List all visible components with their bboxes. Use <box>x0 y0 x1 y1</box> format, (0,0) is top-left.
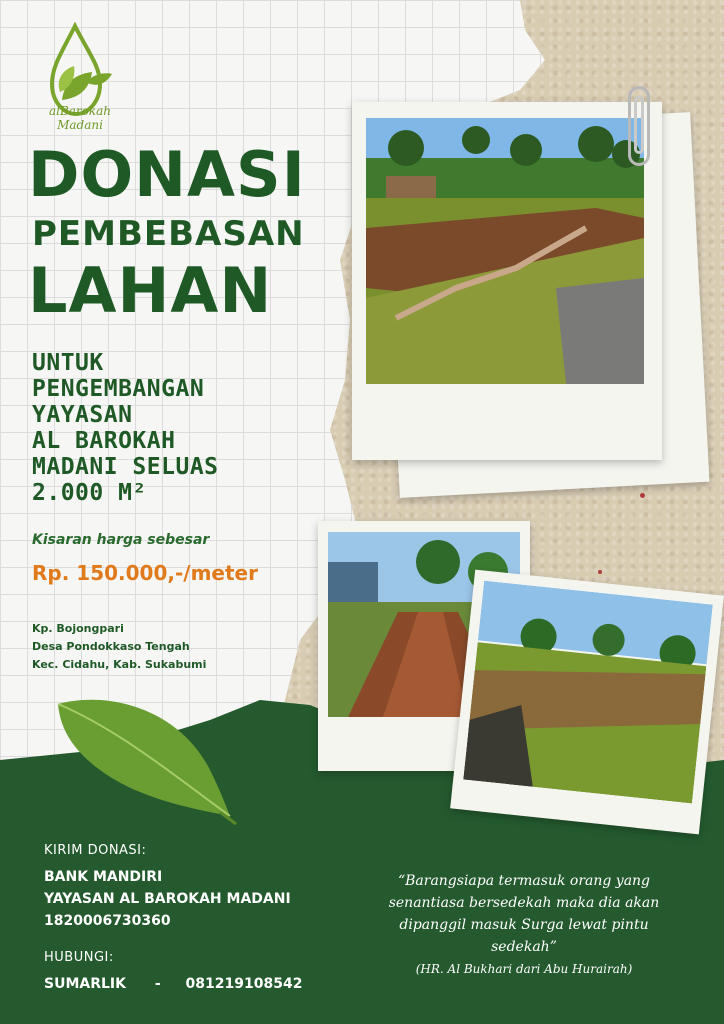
headline-lahan: LAHAN <box>28 254 273 327</box>
contact-phone: 081219108542 <box>185 976 303 992</box>
subtitle-line: UNTUK <box>32 350 104 376</box>
leaf-icon <box>50 690 240 830</box>
account-number: 1820006730360 <box>44 913 171 929</box>
contact-separator: - <box>154 976 161 992</box>
contact-heading: HUBUNGI: <box>44 950 114 965</box>
headline-donasi: DONASI <box>28 138 306 211</box>
contact-name: SUMARLIK <box>44 976 126 992</box>
bank-name: BANK MANDIRI <box>44 869 163 885</box>
address-line: Desa Pondokkaso Tengah <box>32 640 190 653</box>
hadith-source: (HR. Al Bukhari dari Abu Hurairah) <box>415 962 633 976</box>
account-name: YAYASAN AL BAROKAH MADANI <box>44 891 291 907</box>
decor-dot <box>598 570 602 574</box>
headline-pembebasan: PEMBEBASAN <box>32 214 305 254</box>
hadith-quote: “Barangsiapa termasuk orang yang senantiasa bersedekah maka dia akan dipanggil masuk Surga lewat pintu sedekah” <box>388 873 660 955</box>
contact-line <box>44 976 302 992</box>
photo-card-field <box>450 570 724 835</box>
subtitle-line: AL BAROKAH <box>32 428 176 454</box>
subtitle-line: PENGEMBANGAN <box>32 376 205 402</box>
price-value: Rp. 150.000,-/meter <box>32 561 258 585</box>
address-block <box>32 620 206 674</box>
subtitle-block <box>32 350 332 506</box>
price-label: Kisaran harga sebesar <box>32 532 210 548</box>
subtitle-line: 2.000 M² <box>32 480 147 506</box>
donation-bank-block <box>44 866 291 932</box>
land-clearing-photo-field <box>463 581 713 804</box>
land-clearing-photo-main <box>366 118 644 384</box>
subtitle-line: YAYASAN <box>32 402 133 428</box>
donation-heading: KIRIM DONASI: <box>44 843 147 858</box>
brand-name: alBarokah Madani <box>48 104 112 132</box>
address-line: Kp. Bojongpari <box>32 622 124 635</box>
address-line: Kec. Cidahu, Kab. Sukabumi <box>32 658 207 671</box>
paperclip-inner <box>634 96 644 154</box>
subtitle-line: MADANI SELUAS <box>32 454 219 480</box>
decor-dot <box>640 493 645 498</box>
